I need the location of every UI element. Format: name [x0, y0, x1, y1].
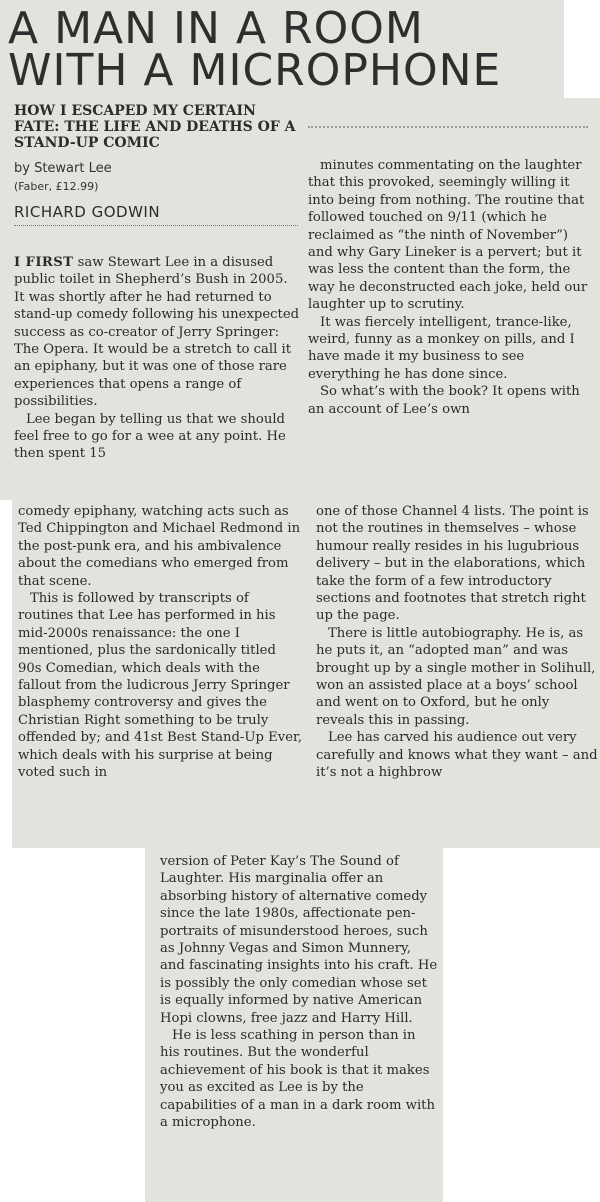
book-title: HOW I ESCAPED MY CERTAIN FATE: THE LIFE AND DEATHS OF A STAND-UP COMIC: [14, 103, 296, 151]
reviewer-name: RICHARD GODWIN: [14, 203, 298, 226]
book-publisher: (Faber, £12.99): [14, 180, 99, 193]
column-4: [316, 503, 598, 782]
lead-in: I FIRST: [14, 255, 74, 270]
paragraph: Lee began by telling us that we should feel free to go for a wee at any point. He then spent 15: [14, 411, 286, 462]
column-2: [308, 157, 595, 418]
column-3: [18, 503, 303, 782]
column-5: [160, 853, 438, 1132]
paragraph: So what’s with the book? It opens with an account of Lee’s own: [308, 384, 580, 417]
paragraph: version of Peter Kay’s The Sound of Laughter. His marginalia offer an absorbing history of alternative comedy since the late 1980s, affectionate pen-portraits of misunderstood heroes, such as Johnny Vegas and Simon Munnery, and fascinating insights into his craft. He is possibly the only comedian whose set is equally informed by native American Hopi clowns, free jazz and Harry Hill.: [160, 854, 438, 1026]
paragraph: There is little autobiography. He is, as he puts it, an “adopted man” and was brought up by a single mother in Solihull, won an assisted place at a boys’ school and went on to Oxford, but he only reveals this in passing.: [316, 625, 596, 728]
column-1: [14, 254, 302, 463]
headline-line-1: A MAN IN A ROOM: [8, 3, 424, 54]
headline-line-2: WITH A MICROPHONE: [8, 45, 502, 96]
column-top-rule: [308, 126, 588, 128]
paragraph: This is followed by transcripts of routines that Lee has performed in his mid-2000s renaissance: the one I mentioned, plus the sardonically titled 90s Comedian, which deals with the fallout from the ludicrous Jerry Springer blasphemy controversy and gives the Christian Right something to be truly offended by; and 41st Best Stand-Up Ever, which deals with his surprise at being voted such in: [18, 591, 303, 781]
paragraph: It was fiercely intelligent, trance-like, weird, funny as a monkey on pills, and I have made it my business to see everything he has done since.: [308, 314, 575, 382]
headline: [8, 3, 598, 96]
paragraph: He is less scathing in person than in his routines. But the wonderful achievement of his book is that it makes you as excited as Lee is by the capabilities of a man in a dark room with a microphone.: [160, 1028, 435, 1131]
paragraph: one of those Channel 4 lists. The point is not the routines in themselves – whose humour really resides in his lugubrious delivery – but in the elaborations, which take the form of a few introductory sections and footnotes that stretch right up the page.: [316, 504, 589, 624]
paragraph: Lee has carved his audience out very carefully and knows what they want – and it’s not a highbrow: [316, 730, 598, 781]
paragraph: I FIRST saw Stewart Lee in a disused public toilet in Shepherd’s Bush in 2005. It was shortly after he had returned to stand-up comedy following his unexpected success as co-creator of Jerry Springer: The Opera. It would be a stretch to call it an epiphany, but it was one of those rare experiences that opens a range of possibilities.: [14, 255, 300, 410]
paragraph: minutes commentating on the laughter that this provoked, seemingly willing it into being from nothing. The routine that followed touched on 9/11 (which he reclaimed as “the ninth of November”) and why Gary Lineker is a pervert; but it was less the content than the form, the way he deconstructed each joke, held our laughter up to scrutiny.: [308, 158, 588, 313]
paragraph: comedy epiphany, watching acts such as Ted Chippington and Michael Redmond in the post-punk era, and his ambivalence about the comedians who emerged from that scene.: [18, 504, 301, 589]
book-byline: by Stewart Lee: [14, 161, 112, 176]
